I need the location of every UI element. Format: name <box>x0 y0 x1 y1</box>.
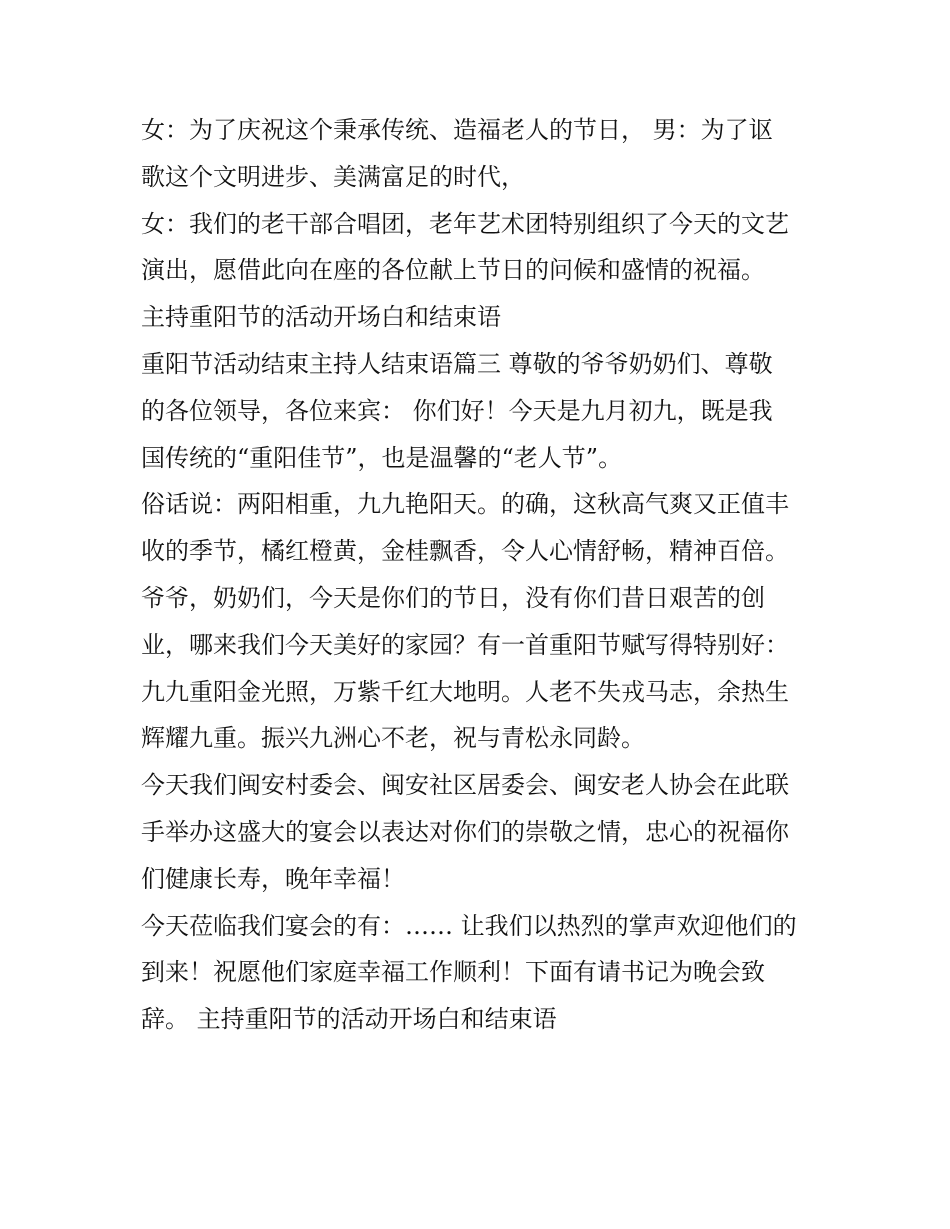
text-line: 辉耀九重。振兴九洲心不老，祝与青松永同龄。 <box>141 724 645 753</box>
text-line: 到来！祝愿他们家庭幸福工作顺利！下面有请书记为晚会致 <box>141 958 765 987</box>
text-line: 收的季节，橘红橙黄，金桂飘香，令人心情舒畅，精神百倍。 <box>141 537 789 566</box>
text-line: 们健康长寿，晚年幸福！ <box>141 864 405 893</box>
text-line: 俗话说：两阳相重，九九艳阳天。的确，这秋高气爽又正值丰 <box>141 490 789 519</box>
text-line: 业，哪来我们今天美好的家园？有一首重阳节赋写得特别好： <box>141 630 789 659</box>
text-line: 九九重阳金光照，万紫千红大地明。人老不失戎马志，余热生 <box>141 677 789 706</box>
text-line: 的各位领导，各位来宾： 你们好！今天是九月初九，既是我 <box>141 396 773 425</box>
text-line: 演出，愿借此向在座的各位献上节日的问候和盛情的祝福。 <box>141 256 765 285</box>
text-line: 歌这个文明进步、美满富足的时代， <box>141 162 525 191</box>
text-line: 重阳节活动结束主持人结束语篇三 尊敬的爷爷奶奶们、尊敬 <box>141 349 773 378</box>
text-line: 今天我们闽安村委会、闽安社区居委会、闽安老人协会在此联 <box>141 771 789 800</box>
document-body <box>141 107 821 1043</box>
text-line: 辞。 主持重阳节的活动开场白和结束语 <box>141 1005 557 1034</box>
text-line: 主持重阳节的活动开场白和结束语 <box>141 303 501 332</box>
text-line: 爷爷，奶奶们，今天是你们的节日，没有你们昔日艰苦的创 <box>141 583 765 612</box>
text-line: 女：我们的老干部合唱团，老年艺术团特别组织了今天的文艺 <box>141 209 789 238</box>
text-line: 女：为了庆祝这个秉承传统、造福老人的节日， 男：为了讴 <box>141 116 773 144</box>
text-line: 手举办这盛大的宴会以表达对你们的崇敬之情，忠心的祝福你 <box>141 817 789 846</box>
text-line: 今天莅临我们宴会的有：…… 让我们以热烈的掌声欢迎他们的 <box>141 911 797 940</box>
text-line: 国传统的“重阳佳节”，也是温馨的“老人节”。 <box>141 443 623 472</box>
